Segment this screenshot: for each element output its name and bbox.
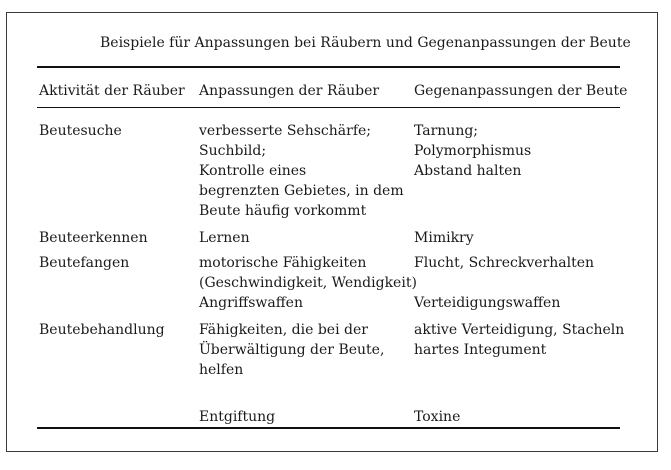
text-line: hartes Integument [414, 342, 547, 358]
text-line: Toxine [414, 409, 461, 425]
header-prey-counteradaptations: Gegenanpassungen der Beute [414, 83, 628, 99]
text-line: Flucht, Schreckverhalten [414, 255, 594, 271]
text-line: Polymorphismus [414, 143, 532, 159]
text-line: Abstand halten [414, 163, 522, 179]
text-line [414, 273, 594, 293]
text-line: Tarnung; [414, 123, 479, 139]
top-rule [37, 66, 620, 68]
row-beuteerkennen-predator: Lernen [199, 230, 250, 246]
table-caption: Beispiele für Anpassungen bei Räubern und Gegenanpassungen der Beute [100, 35, 631, 51]
text-line: begrenzten Gebietes, in dem [199, 183, 404, 199]
text-line: Entgiftung [199, 409, 276, 425]
text-line: Beute häufig vorkommt [199, 203, 367, 219]
row-beutefangen-predator [199, 253, 417, 313]
text-line [414, 360, 624, 380]
row-beutefangen-activity: Beutefangen [39, 255, 130, 271]
text-line: aktive Verteidigung, Stacheln [414, 322, 625, 338]
row-beutebehandlung-activity: Beutebehandlung [39, 322, 165, 338]
text-line: Überwältigung der Beute, [199, 342, 385, 358]
text-line [414, 380, 624, 407]
row-beutebehandlung-predator [199, 320, 384, 427]
header-activity: Aktivität der Räuber [39, 83, 185, 99]
text-line: Angriffswaffen [199, 295, 303, 311]
bottom-rule [37, 427, 620, 429]
row-beuteerkennen-activity: Beuteerkennen [39, 230, 148, 246]
row-beutebehandlung-prey [414, 320, 624, 427]
text-line: (Geschwindigkeit, Wendigkeit) [199, 275, 417, 291]
header-rule [37, 107, 620, 108]
row-beutesuche-activity: Beutesuche [39, 123, 122, 139]
text-line: verbesserte Sehschärfe; [199, 123, 371, 139]
header-predator-adaptations: Anpassungen der Räuber [199, 83, 380, 99]
text-line: Suchbild; [199, 143, 267, 159]
row-beuteerkennen-prey: Mimikry [414, 230, 474, 246]
row-beutesuche-predator [199, 121, 404, 221]
text-line: Verteidigungswaffen [414, 295, 561, 311]
text-line: Fähigkeiten, die bei der [199, 322, 368, 338]
text-line: motorische Fähigkeiten [199, 255, 367, 271]
row-beutesuche-prey [414, 121, 531, 181]
text-line: Kontrolle eines [199, 163, 307, 179]
text-line: helfen [199, 362, 244, 378]
text-line [199, 380, 384, 407]
row-beutefangen-prey [414, 253, 594, 313]
